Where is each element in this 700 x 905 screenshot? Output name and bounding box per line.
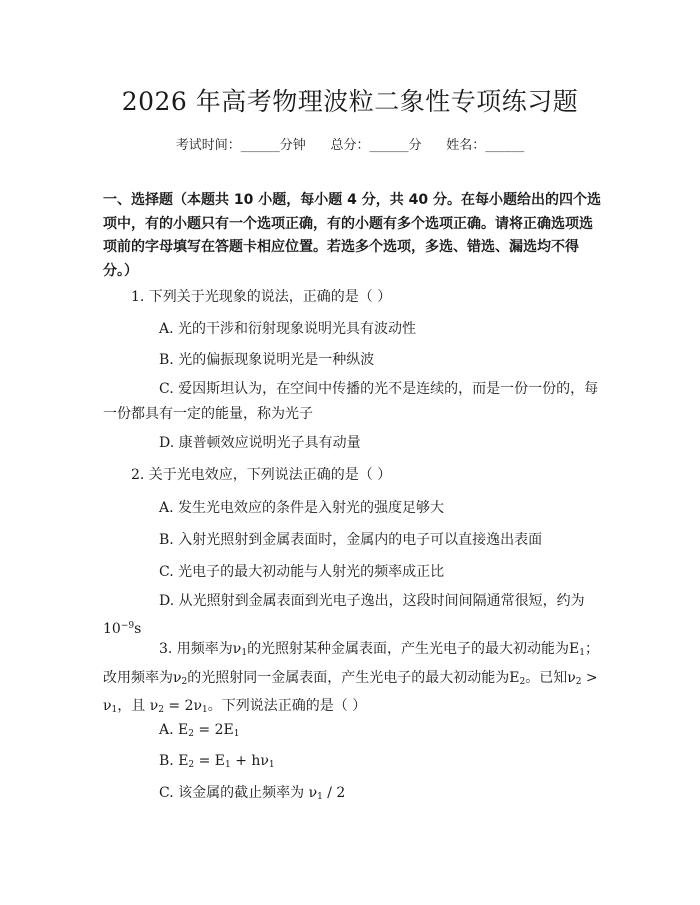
question-2-option-d: D. 从光照射到金属表面到光电子逸出，这段时间间隔通常很短，约为 $10^{-9}s$: [103, 593, 585, 637]
exam-info: 考试时间：______分钟 总分：______分 姓名：______: [175, 138, 525, 153]
question-2-option-c: C. 光电子的最大初动能与人射光的频率成正比: [159, 564, 445, 580]
question-1-option-a: A. 光的干涉和衍射现象说明光具有波动性: [159, 321, 417, 337]
question-2-option-a: A. 发生光电效应的条件是入射光的强度足够大: [159, 500, 445, 516]
question-3-option-a: A. $E_2 = 2E_1$: [159, 722, 240, 739]
question-2-option-b: B. 入射光照射到金属表面时，金属内的电子可以直接逸出表面: [159, 532, 543, 548]
question-2-stem: 2. 关于光电效应，下列说法正确的是（ ）: [131, 467, 392, 483]
question-3-option-c: C. 该金属的截止频率为 $\nu_1 / 2$: [159, 785, 346, 802]
question-1-stem: 1. 下列关于光现象的说法，正确的是（ ）: [131, 289, 392, 305]
question-3-stem: 3. 用频率为$\nu_1$的光照射某种金属表面，产生光电子的最大初动能为$E_1$；改用频率为$\nu_2$的光照射同一金属表面，产生光电子的最大初动能为$E_2$。已知$\nu_2 > \nu_1$，且 $\nu_2 = 2\nu_1$。下列说法正确的是（ ）: [103, 641, 600, 715]
question-3-option-b: B. $E_2 = E_1 + h\nu_1$: [159, 753, 275, 770]
question-1-option-c: C. 爱因斯坦认为，在空间中传播的光不是连续的，而是一份一份的，每一份都具有一定的能量，称为光子: [103, 381, 599, 422]
question-1-option-d: D. 康普顿效应说明光子具有动量: [159, 435, 361, 451]
question-1-option-b: B. 光的偏振现象说明光是一种纵波: [159, 352, 375, 368]
page-title: 2026 年高考物理波粒二象性专项练习题: [121, 87, 579, 116]
section-instructions: 一、选择题（本题共 10 小题，每小题 4 分，共 40 分。在每小题给出的四个选项中，有的小题只有一个选项正确，有的小题有多个选项正确。请将正确选项选项前的字母填写在答题卡相应位置。若选多个选项，多选、错选、漏选均不得分。）: [103, 192, 601, 280]
